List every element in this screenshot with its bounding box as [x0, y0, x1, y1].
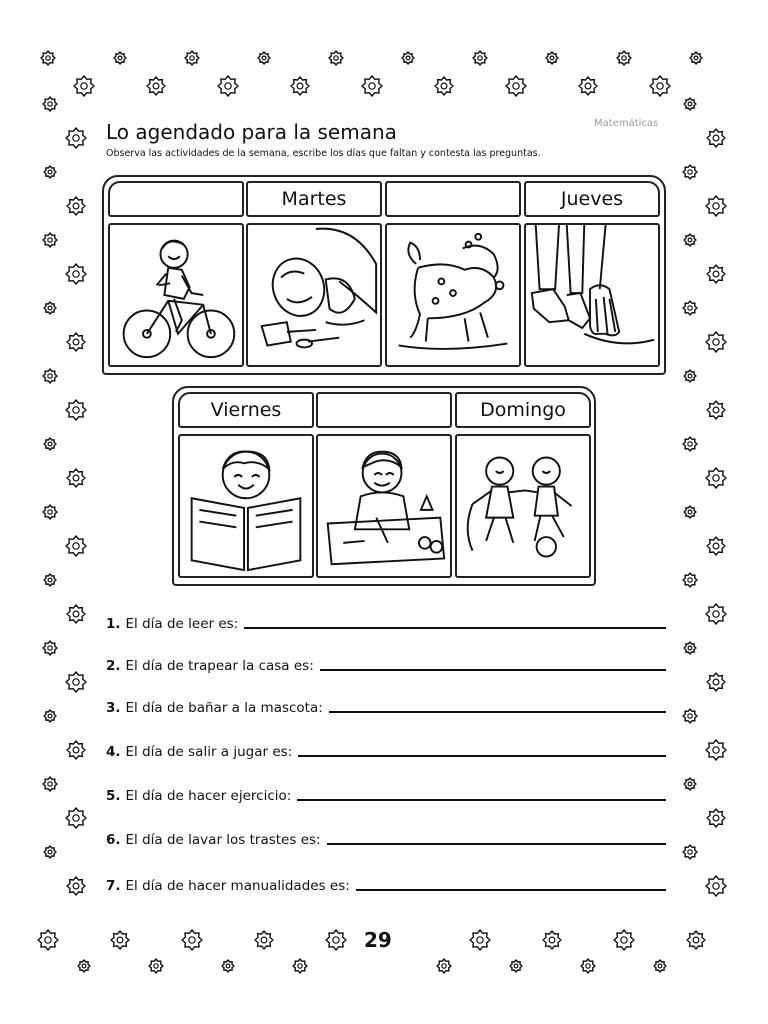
gear-icon — [362, 76, 382, 96]
page-number: 29 — [364, 928, 392, 952]
gear-icon — [707, 673, 725, 691]
gear-icon — [67, 741, 85, 759]
gear-icon — [67, 605, 85, 623]
gear-icon — [41, 51, 55, 65]
gear-icon — [706, 468, 726, 488]
gear-icon — [683, 709, 697, 723]
gear-icon — [684, 234, 696, 246]
gear-icon — [543, 931, 561, 949]
question-text: El día de hacer ejercicio: — [125, 788, 292, 804]
gear-icon — [67, 469, 85, 487]
gear-icon — [683, 301, 697, 315]
question-number: 5. — [106, 788, 121, 804]
day-header-domingo: Domingo — [455, 392, 591, 428]
answer-line-1[interactable] — [244, 627, 666, 629]
gear-icon — [683, 845, 697, 859]
question-4 — [106, 738, 666, 760]
answer-line-4[interactable] — [298, 755, 666, 757]
gear-icon — [44, 302, 56, 314]
instructions-text: Observa las actividades de la semana, escribe los días que faltan y contesta las preguntas. — [106, 148, 541, 159]
gear-icon — [506, 76, 526, 96]
schedule-table-bottom — [172, 386, 596, 586]
gear-icon — [218, 76, 238, 96]
gear-icon — [66, 672, 86, 692]
gear-icon — [67, 877, 85, 895]
question-text: El día de leer es: — [125, 616, 239, 632]
gear-icon — [182, 930, 202, 950]
gear-icon — [435, 77, 453, 95]
gear-icon — [258, 52, 270, 64]
question-text: El día de lavar los trastes es: — [125, 832, 321, 848]
gear-icon — [291, 77, 309, 95]
answer-line-5[interactable] — [297, 799, 666, 801]
gear-icon — [111, 931, 129, 949]
question-6 — [106, 826, 666, 848]
gear-icon — [43, 233, 57, 247]
gear-icon — [44, 574, 56, 586]
gear-icon — [43, 641, 57, 655]
gear-icon — [473, 51, 487, 65]
question-1 — [106, 610, 666, 632]
gear-icon — [687, 931, 705, 949]
gear-icon — [683, 437, 697, 451]
question-number: 2. — [106, 658, 121, 674]
day-header-blank-2[interactable] — [385, 181, 521, 217]
gear-icon — [706, 196, 726, 216]
gear-icon — [185, 51, 199, 65]
gear-icon — [684, 506, 696, 518]
subject-label: Matemáticas — [594, 118, 659, 129]
question-number: 4. — [106, 744, 121, 760]
gear-icon — [147, 77, 165, 95]
gear-icon — [581, 959, 595, 973]
gear-icon — [706, 876, 726, 896]
gear-icon — [650, 76, 670, 96]
gear-icon — [684, 98, 696, 110]
gear-icon — [706, 604, 726, 624]
gear-icon — [706, 332, 726, 352]
crafts-icon — [316, 434, 452, 578]
gear-icon — [44, 846, 56, 858]
gear-icon — [43, 505, 57, 519]
gear-icon — [222, 960, 234, 972]
question-text: El día de hacer manualidades es: — [125, 878, 350, 894]
gear-icon — [684, 370, 696, 382]
answer-line-3[interactable] — [329, 711, 666, 713]
question-text: El día de bañar a la mascota: — [125, 700, 323, 716]
gear-icon — [683, 573, 697, 587]
gear-icon — [684, 778, 696, 790]
gear-icon — [614, 930, 634, 950]
gear-icon — [66, 400, 86, 420]
gear-icon — [654, 960, 666, 972]
gear-icon — [78, 960, 90, 972]
gear-icon — [684, 642, 696, 654]
gear-icon — [683, 165, 697, 179]
gear-icon — [66, 128, 86, 148]
question-text: El día de salir a jugar es: — [125, 744, 293, 760]
gear-icon — [43, 97, 57, 111]
day-header-viernes: Viernes — [178, 392, 314, 428]
gear-icon — [255, 931, 273, 949]
gear-icon — [149, 959, 163, 973]
gear-icon — [707, 265, 725, 283]
gear-icon — [617, 51, 631, 65]
gear-icon — [44, 710, 56, 722]
question-5 — [106, 782, 666, 804]
gear-icon — [66, 264, 86, 284]
question-2 — [106, 652, 666, 674]
gear-icon — [38, 930, 58, 950]
question-number: 3. — [106, 700, 121, 716]
day-header-blank-1[interactable] — [108, 181, 244, 217]
gear-icon — [546, 52, 558, 64]
page-title: Lo agendado para la semana — [106, 120, 397, 144]
gear-icon — [329, 51, 343, 65]
gear-icon — [707, 129, 725, 147]
question-7 — [106, 872, 666, 894]
reading-book-icon — [178, 434, 314, 578]
gear-icon — [470, 930, 490, 950]
answer-line-7[interactable] — [356, 889, 666, 891]
gear-icon — [510, 960, 522, 972]
schedule-table-top — [102, 175, 666, 375]
gear-icon — [66, 536, 86, 556]
gear-icon — [67, 197, 85, 215]
gear-icon — [43, 777, 57, 791]
bathing-dog-icon — [385, 223, 521, 367]
gear-icon — [66, 808, 86, 828]
gear-icon — [706, 740, 726, 760]
question-number: 6. — [106, 832, 121, 848]
question-number: 7. — [106, 878, 121, 894]
gear-icon — [326, 930, 346, 950]
answer-line-2[interactable] — [320, 669, 666, 671]
gear-icon — [44, 166, 56, 178]
gear-icon — [579, 77, 597, 95]
day-header-martes: Martes — [246, 181, 382, 217]
gear-icon — [402, 52, 414, 64]
day-header-jueves: Jueves — [524, 181, 660, 217]
gear-icon — [43, 369, 57, 383]
gear-icon — [293, 959, 307, 973]
gear-icon — [437, 959, 451, 973]
gear-icon — [690, 52, 702, 64]
question-3 — [106, 694, 666, 716]
gear-icon — [74, 76, 94, 96]
gear-icon — [114, 52, 126, 64]
day-header-blank-3[interactable] — [316, 392, 452, 428]
gear-icon — [44, 438, 56, 450]
gear-icon — [707, 537, 725, 555]
answer-line-6[interactable] — [327, 843, 666, 845]
playing-outside-icon — [455, 434, 591, 578]
gear-icon — [67, 333, 85, 351]
question-number: 1. — [106, 616, 121, 632]
mopping-floor-icon — [524, 223, 660, 367]
riding-bicycle-icon — [108, 223, 244, 367]
gear-icon — [707, 401, 725, 419]
washing-dishes-icon — [246, 223, 382, 367]
question-text: El día de trapear la casa es: — [125, 658, 314, 674]
gear-icon — [707, 809, 725, 827]
